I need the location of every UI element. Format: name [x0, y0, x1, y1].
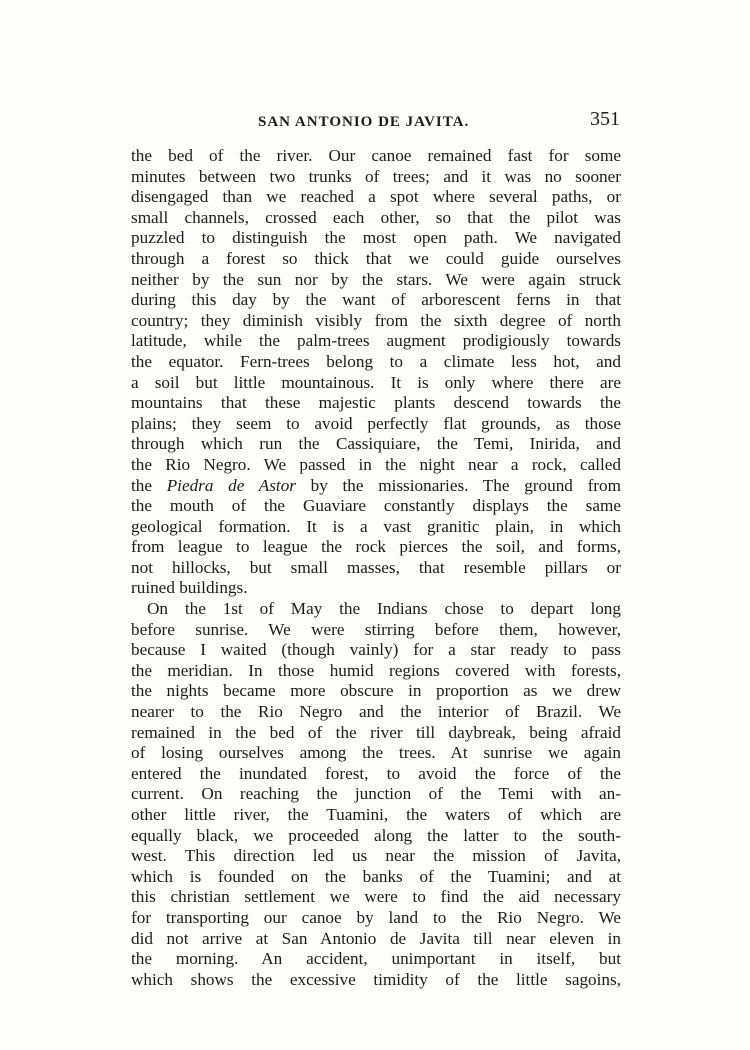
text-segment: disengaged than we reached a spot where several paths, or: [131, 187, 621, 207]
text-line: [131, 929, 621, 950]
text-line: [131, 167, 621, 188]
text-line: [131, 476, 621, 497]
text-segment: from league to league the rock pierces the soil, and forms,: [131, 537, 621, 557]
text-segment: the nights became more obscure in proportion as we drew: [131, 681, 621, 701]
text-segment: On the 1st of May the Indians chose to depart long: [147, 599, 621, 619]
text-segment: Piedra de Astor: [166, 475, 296, 495]
text-line: [131, 970, 621, 991]
text-segment: puzzled to distinguish the most open path. We navigated: [131, 228, 621, 248]
text-line: [131, 661, 621, 682]
page-number: 351: [590, 108, 620, 130]
text-line: [131, 949, 621, 970]
text-segment: mountains that these majestic plants descend towards the: [131, 393, 621, 413]
text-segment: this christian settlement we were to find the aid necessary: [131, 887, 621, 907]
text-segment: neither by the sun nor by the stars. We were again struck: [131, 269, 621, 289]
text-segment: the morning. An accident, unimportant in itself, but: [131, 949, 621, 969]
text-segment: nearer to the Rio Negro and the interior of Brazil. We: [131, 702, 621, 722]
text-segment: a soil but little mountainous. It is only where there are: [131, 372, 621, 392]
text-line: [131, 290, 621, 311]
text-line: [131, 620, 621, 641]
text-segment: through which run the Cassiquiare, the Temi, Inirida, and: [131, 434, 621, 454]
text-line: [131, 702, 621, 723]
running-head: [130, 108, 620, 136]
text-segment: which shows the excessive timidity of the little sagoins,: [131, 969, 621, 989]
text-line: [131, 187, 621, 208]
text-line: [131, 578, 621, 599]
text-line: [131, 537, 621, 558]
text-segment: entered the inundated forest, to avoid the force of the: [131, 763, 621, 783]
text-line: [131, 846, 621, 867]
text-line: [131, 311, 621, 332]
text-segment: the Rio Negro. We passed in the night near a rock, called: [131, 454, 621, 474]
text-segment: of losing ourselves among the trees. At sunrise we again: [131, 743, 621, 763]
text-line: [131, 867, 621, 888]
text-line: [131, 352, 621, 373]
text-segment: country; they diminish visibly from the sixth degree of north: [131, 310, 621, 330]
text-segment: not hillocks, but small masses, that resemble pillars or: [131, 557, 621, 577]
text-line: [131, 146, 621, 167]
text-line: [131, 640, 621, 661]
paragraph: [131, 146, 621, 599]
text-segment: during this day by the want of arborescent ferns in that: [131, 290, 621, 310]
text-line: [131, 599, 621, 620]
text-line: [131, 373, 621, 394]
text-segment: for transporting our canoe by land to the Rio Negro. We: [131, 907, 621, 927]
text-line: [131, 393, 621, 414]
text-line: [131, 784, 621, 805]
text-segment: geological formation. It is a vast granitic plain, in which: [131, 516, 621, 536]
text-line: [131, 887, 621, 908]
text-line: [131, 743, 621, 764]
text-line: [131, 331, 621, 352]
text-segment: through a forest so thick that we could guide ourselves: [131, 248, 621, 268]
text-line: [131, 496, 621, 517]
text-segment: ruined buildings.: [131, 578, 248, 598]
text-line: [131, 249, 621, 270]
text-line: [131, 805, 621, 826]
text-segment: did not arrive at San Antonio de Javita till near eleven in: [131, 928, 621, 948]
text-line: [131, 414, 621, 435]
text-segment: the mouth of the Guaviare constantly displays the same: [131, 496, 621, 516]
text-segment: latitude, while the palm-trees augment prodigiously towards: [131, 331, 621, 351]
text-segment: small channels, crossed each other, so that the pilot was: [131, 207, 621, 227]
text-segment: the equator. Fern-trees belong to a climate less hot, and: [131, 351, 621, 371]
text-line: [131, 228, 621, 249]
body-text: [131, 146, 621, 990]
text-segment: current. On reaching the junction of the Temi with an-: [131, 784, 621, 804]
text-segment: minutes between two trunks of trees; and it was no sooner: [131, 166, 621, 186]
paragraph: [131, 599, 621, 990]
text-segment: equally black, we proceeded along the latter to the south-: [131, 825, 621, 845]
text-segment: because I waited (though vainly) for a star ready to pass: [131, 640, 621, 660]
text-line: [131, 908, 621, 929]
text-line: [131, 558, 621, 579]
text-segment: remained in the bed of the river till daybreak, being afraid: [131, 722, 621, 742]
text-line: [131, 434, 621, 455]
text-line: [131, 517, 621, 538]
text-segment: by the missionaries. The ground from: [295, 475, 621, 495]
text-line: [131, 723, 621, 744]
text-line: [131, 764, 621, 785]
text-line: [131, 455, 621, 476]
text-line: [131, 681, 621, 702]
running-title: SAN ANTONIO DE JAVITA.: [258, 114, 470, 130]
text-line: [131, 208, 621, 229]
text-segment: the bed of the river. Our canoe remained fast for some: [131, 146, 621, 165]
text-segment: which is founded on the banks of the Tuamini; and at: [131, 866, 621, 886]
text-line: [131, 270, 621, 291]
text-segment: plains; they seem to avoid perfectly flat grounds, as those: [131, 413, 621, 433]
text-segment: before sunrise. We were stirring before them, however,: [131, 619, 621, 639]
text-segment: the meridian. In those humid regions covered with forests,: [131, 660, 621, 680]
text-segment: west. This direction led us near the mission of Javita,: [131, 846, 621, 866]
text-segment: other little river, the Tuamini, the waters of which are: [131, 805, 621, 824]
text-line: [131, 826, 621, 847]
text-segment: the: [131, 475, 167, 495]
